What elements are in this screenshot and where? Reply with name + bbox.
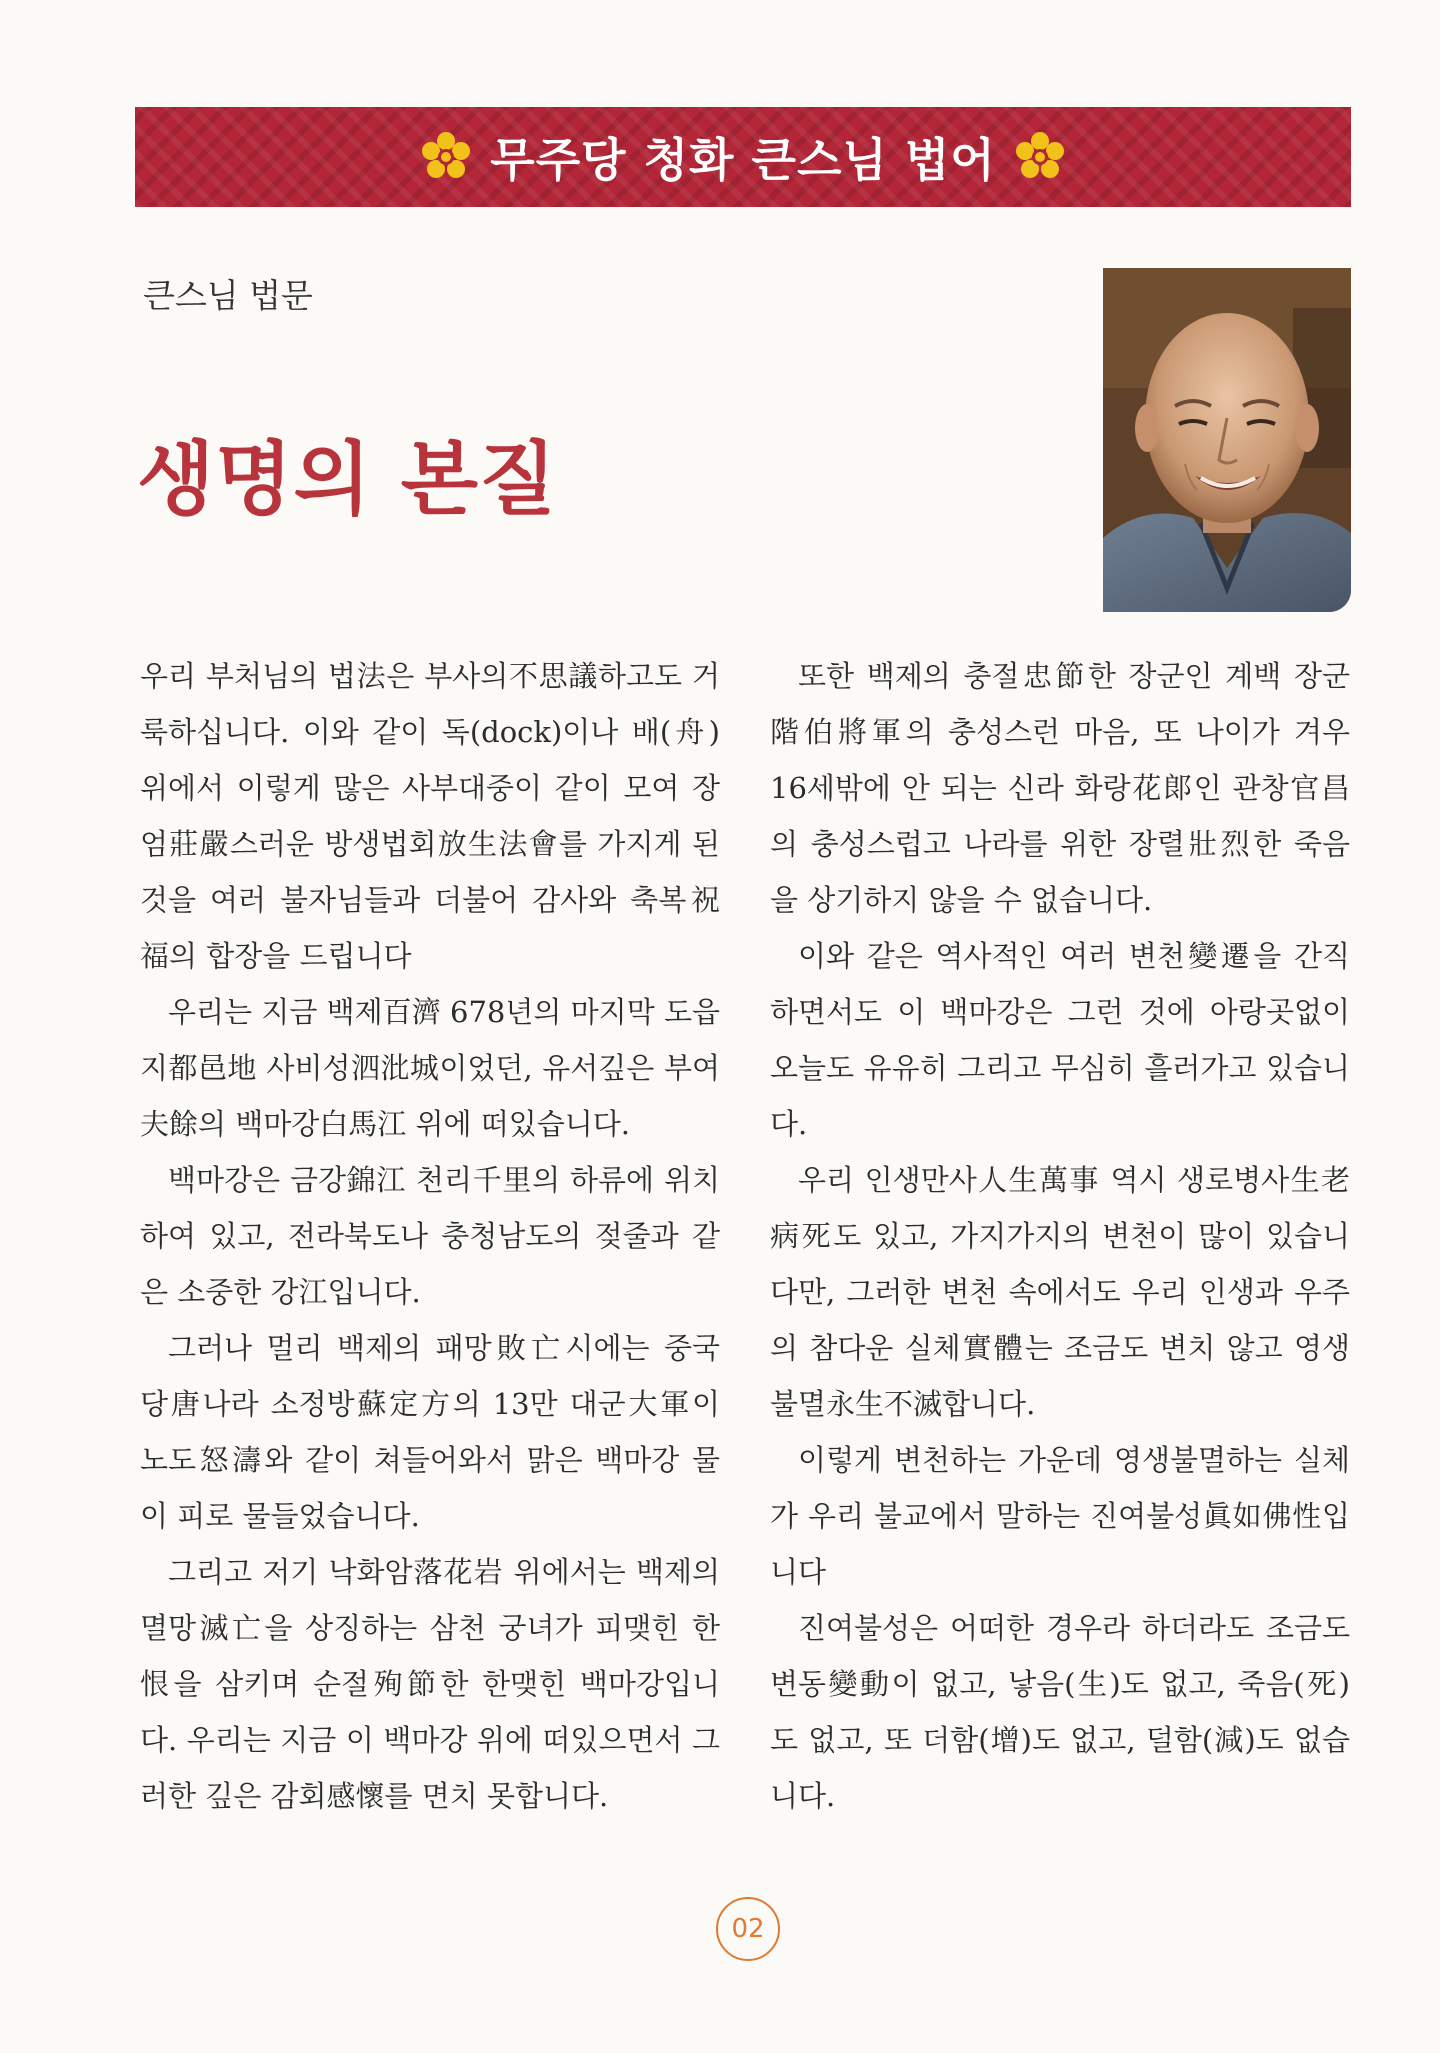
paragraph: 이렇게 변천하는 가운데 영생불멸하는 실체가 우리 불교에서 말하는 진여불성眞如佛性입니다 <box>770 1443 1350 1589</box>
paragraph: 그러나 멀리 백제의 패망敗亡시에는 중국 당唐나라 소정방蘇定方의 13만 대군大軍이 노도怒濤와 같이 쳐들어와서 맑은 백마강 물이 피로 물들었습니다. <box>140 1331 720 1533</box>
monk-portrait-photo <box>1103 268 1351 612</box>
paragraph: 이와 같은 역사적인 여러 변천變遷을 간직하면서도 이 백마강은 그런 것에 아랑곳없이 오늘도 유유히 그리고 무심히 흘러가고 있습니다. <box>770 939 1350 1141</box>
flower-icon <box>420 131 472 183</box>
paragraph: 진여불성은 어떠한 경우라 하더라도 조금도 변동變動이 없고, 낳음(生)도 없고, 죽음(死)도 없고, 또 더함(增)도 없고, 덜함(減)도 없습니다. <box>770 1611 1350 1813</box>
paragraph: 또한 백제의 충절忠節한 장군인 계백 장군階伯將軍의 충성스런 마음, 또 나이가 겨우 16세밖에 안 되는 신라 화랑花郞인 관창官昌의 충성스럽고 나라를 위한 장렬壯烈한 죽음을 상기하지 않을 수 없습니다. <box>770 659 1350 917</box>
banner-title: 무주당 청화 큰스님 법어 <box>490 133 996 187</box>
right-column <box>770 648 1350 1824</box>
flower-icon <box>1014 131 1066 183</box>
header-banner <box>135 107 1351 207</box>
paragraph: 우리는 지금 백제百濟 678년의 마지막 도읍지都邑地 사비성泗沘城이었던, 유서깊은 부여夫餘의 백마강白馬江 위에 떠있습니다. <box>140 995 720 1141</box>
paragraph: 그리고 저기 낙화암落花岩 위에서는 백제의 멸망滅亡을 상징하는 삼천 궁녀가 피맺힌 한恨을 삼키며 순절殉節한 한맺힌 백마강입니다. 우리는 지금 이 백마강 위에 떠있으면서 그러한 깊은 감회感懷를 면치 못합니다. <box>140 1555 720 1813</box>
paragraph: 우리 부처님의 법法은 부사의不思議하고도 거룩하십니다. 이와 같이 독(dock)이나 배(舟)위에서 이렇게 많은 사부대중이 같이 모여 장엄莊嚴스러운 방생법회放生法會를 가지게 된 것을 여러 불자님들과 더불어 감사와 축복祝福의 합장을 드립니다 <box>140 659 720 973</box>
left-column <box>140 648 720 1824</box>
section-label: 큰스님 법문 <box>143 276 313 315</box>
page-title: 생명의 본질 <box>137 432 558 526</box>
paragraph: 백마강은 금강錦江 천리千里의 하류에 위치하여 있고, 전라북도나 충청남도의 젖줄과 같은 소중한 강江입니다. <box>140 1163 720 1309</box>
paragraph: 우리 인생만사人生萬事 역시 생로병사生老病死도 있고, 가지가지의 변천이 많이 있습니다만, 그러한 변천 속에서도 우리 인생과 우주의 참다운 실체實體는 조금도 변치 않고 영생불멸永生不滅합니다. <box>770 1163 1350 1421</box>
page-number: 02 <box>716 1897 780 1961</box>
